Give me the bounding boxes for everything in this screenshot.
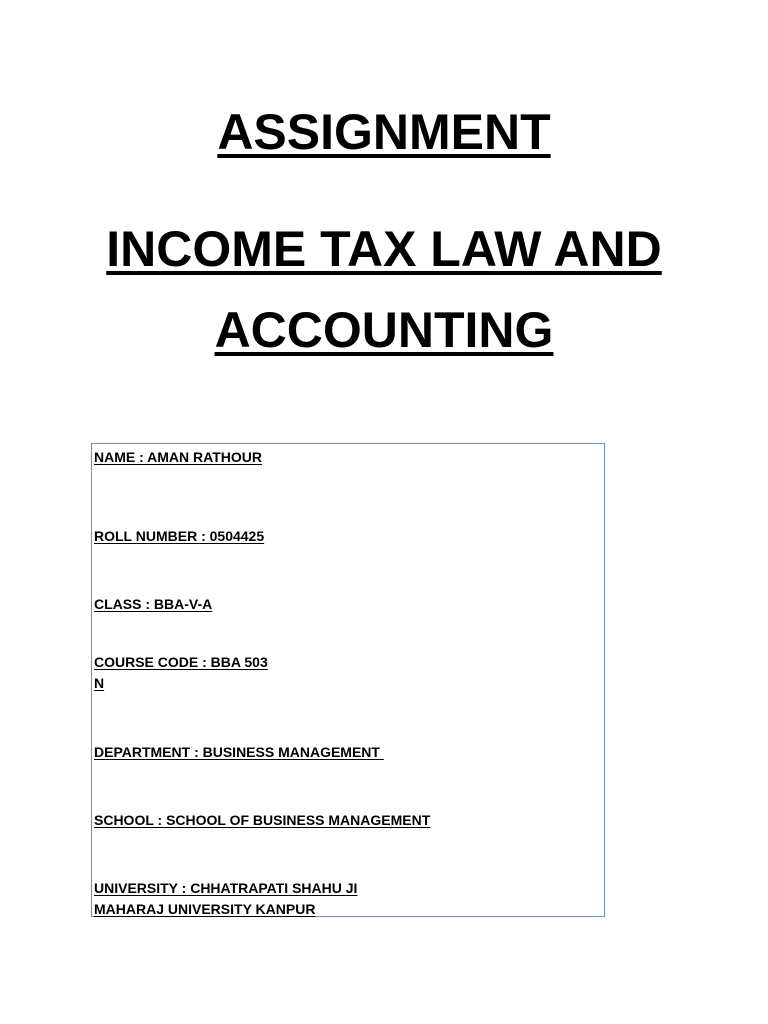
university-field-line-1: UNIVERSITY : CHHATRAPATI SHAHU JI bbox=[94, 880, 358, 896]
school-field: SCHOOL : SCHOOL OF BUSINESS MANAGEMENT bbox=[94, 812, 431, 828]
university-field-line-2: MAHARAJ UNIVERSITY KANPUR bbox=[94, 901, 316, 917]
subject-title-line-2 bbox=[0, 302, 768, 358]
course-code: COURSE CODE : BBA 503 bbox=[94, 654, 268, 670]
subject-title-line-1 bbox=[0, 221, 768, 277]
class-field: CLASS : BBA-V-A bbox=[94, 596, 213, 612]
assignment-title bbox=[0, 104, 768, 160]
subject-title-line-1-text: INCOME TAX LAW AND bbox=[106, 221, 662, 277]
student-details-box bbox=[91, 443, 605, 917]
department-field: DEPARTMENT : BUSINESS MANAGEMENT bbox=[94, 744, 384, 760]
student-name: NAME : AMAN RATHOUR bbox=[94, 449, 262, 465]
course-code-suffix: N bbox=[94, 675, 105, 691]
subject-title-line-2-text: ACCOUNTING bbox=[214, 302, 554, 358]
assignment-title-text: ASSIGNMENT bbox=[217, 104, 551, 160]
roll-number: ROLL NUMBER : 0504425 bbox=[94, 528, 265, 544]
